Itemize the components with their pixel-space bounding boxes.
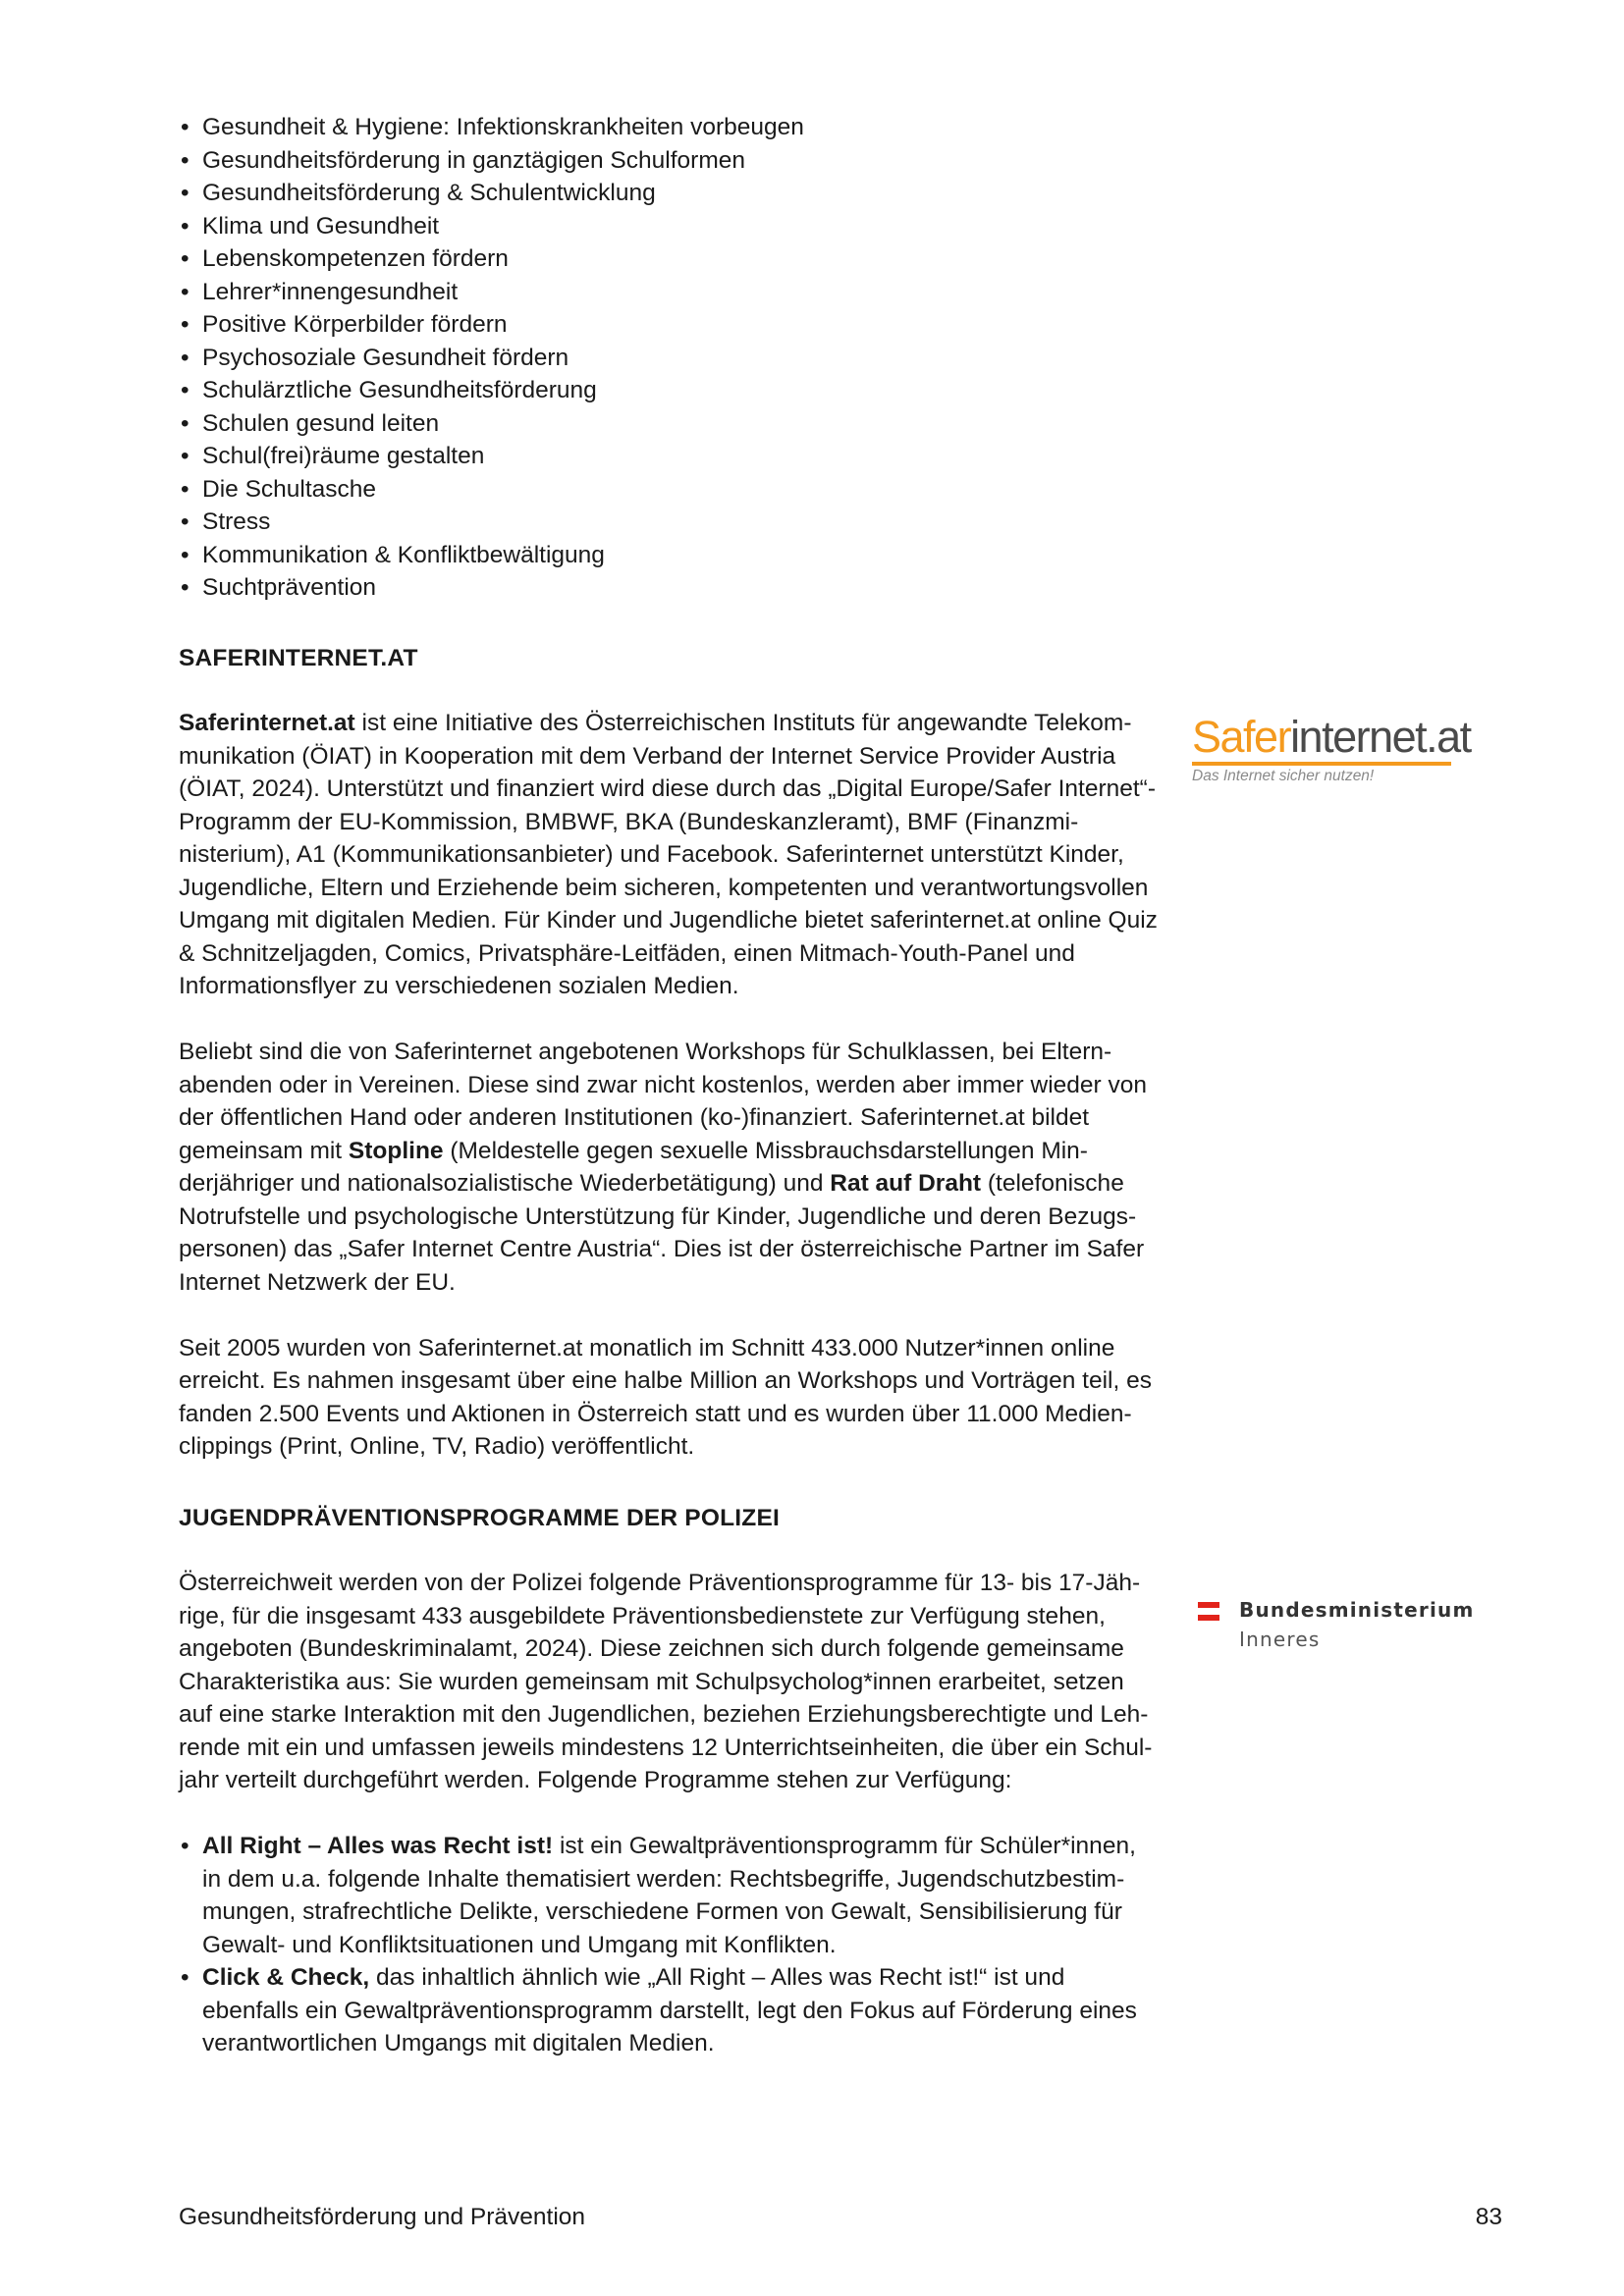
list-item: • Positive Körperbilder fördern xyxy=(179,308,1161,342)
program-list xyxy=(179,1830,1161,2060)
saferinternet-name: Saferinternet.at xyxy=(179,710,355,736)
list-item: • Suchtprävention xyxy=(179,571,1161,605)
list-item: • Lebenskompetenzen fördern xyxy=(179,242,1161,276)
section-heading-polizei: JUGENDPRÄVENTIONSPROGRAMME DER POLIZEI xyxy=(179,1504,780,1531)
logo-underline xyxy=(1192,762,1451,766)
list-item: • Gesundheitsförderung & Schulentwicklung xyxy=(179,177,1161,210)
list-item: • Schulen gesund leiten xyxy=(179,407,1161,441)
list-item: • Kommunikation & Konfliktbewältigung xyxy=(179,539,1161,572)
logo-tagline: Das Internet sicher nutzen! xyxy=(1192,768,1375,784)
list-item: • Psychosoziale Gesundheit fördern xyxy=(179,342,1161,375)
topic-list xyxy=(179,111,1161,605)
section-heading-saferinternet: SAFERINTERNET.AT xyxy=(179,644,418,671)
polizei-paragraph-1: Österreichweit werden von der Polizei folgende Präventionsprogramme für 13- bis 17-Jährige, für die insgesamt 433 ausgebildete Präventionsbedienstete zur Verfügung stehen, angeboten (Bundeskriminalamt, 2024). Diese zeichnen sich durch folgende gemeinsame Charakteristika aus: Sie wurden gemeinsam mit Schulpsycholog*innen erarbeitet, setzen auf eine starke Interaktion mit den Jugendlichen, beziehen Erziehungsberechtigte und Lehrende mit ein und umfassen jeweils mindestens 12 Unterrichtseinheiten, die über ein Schuljahr verteilt durchgeführt werden. Folgende Programme stehen zur Verfügung: xyxy=(179,1570,1153,1793)
page-number: 83 xyxy=(1475,2204,1502,2230)
list-item: • Klima und Gesundheit xyxy=(179,210,1161,243)
austria-flag-icon xyxy=(1198,1602,1219,1622)
program-title: All Right – Alles was Recht ist! xyxy=(202,1833,554,1859)
saferinternet-logo: Saferinternet.at Das Internet sicher nutzen! xyxy=(1192,712,1471,784)
stopline-name: Stopline xyxy=(348,1137,444,1164)
list-item: • Die Schultasche xyxy=(179,473,1161,507)
saferinternet-paragraph-1: Saferinternet.at ist eine Initiative des Österreichischen Instituts für angewandte Telekommunikation (ÖIAT) in Kooperation mit dem Verband der Internet Service Provider Austria (ÖIAT, 2024). Unterstützt und finanziert wird diese durch das „Digital Europe/Safer Internet“-Programm der EU-Kommission, BMBWF, BKA (Bundeskanzleramt), BMF (Finanzministerium), A1 (Kommunikationsanbieter) und Facebook. Saferinternet unterstützt Kinder, Jugendliche, Eltern und Erziehende beim sicheren, kompetenten und verantwortungsvollen Umgang mit digitalen Medien. Für Kinder und Jugendliche bietet saferinternet.at online Quiz & Schnitzeljagden, Comics, Privatsphäre-Leitfäden, einen Mitmach-Youth-Panel und Informationsflyer zu verschiedenen sozialen Medien. xyxy=(179,710,1158,999)
list-item: • Schul(frei)räume gestalten xyxy=(179,440,1161,473)
program-title: Click & Check, xyxy=(202,1964,370,1991)
bmi-logo-line-1: Bundesministerium xyxy=(1239,1598,1475,1622)
rat-auf-draht-name: Rat auf Draht xyxy=(830,1170,982,1197)
list-item: • Click & Check, das inhaltlich ähnlich wie „All Right – Alles was Recht ist!“ ist und ebenfalls ein Gewaltpräventionsprogramm darstellt, legt den Fokus auf Förderung eines verantwortlichen Umgangs mit digitalen Medien. xyxy=(179,1961,1161,2060)
list-item: • Gesundheitsförderung in ganztägigen Schulformen xyxy=(179,144,1161,178)
list-item: • All Right – Alles was Recht ist! ist ein Gewaltpräventionsprogramm für Schüler*innen, in dem u.a. folgende Inhalte thematisiert werden: Rechtsbegriffe, Jugendschutzbestimmungen, strafrechtliche Delikte, verschiedene Formen von Gewalt, Sensibilisierung für Gewalt- und Konfliktsituationen und Umgang mit Konflikten. xyxy=(179,1830,1161,1961)
list-item: • Stress xyxy=(179,506,1161,539)
bmi-logo xyxy=(1198,1596,1473,1655)
saferinternet-paragraph-3: Seit 2005 wurden von Saferinternet.at monatlich im Schnitt 433.000 Nutzer*innen online erreicht. Es nahmen insgesamt über eine halbe Million an Workshops und Vorträgen teil, es fanden 2.500 Events und Aktionen in Österreich statt und es wurden über 11.000 Medienclippings (Print, Online, TV, Radio) veröffentlicht. xyxy=(179,1334,1152,1460)
bmi-logo-line-2: Inneres xyxy=(1239,1628,1321,1651)
footer-title: Gesundheitsförderung und Prävention xyxy=(179,2204,586,2230)
saferinternet-paragraph-2: Beliebt sind die von Saferinternet angebotenen Workshops für Schulklassen, bei Elternabenden oder in Vereinen. Diese sind zwar nicht kostenlos, werden aber immer wieder von der öffentlichen Hand oder anderen Institutionen (ko-)finanziert. Saferinternet.at bildet gemeinsam mit Stopline (Meldestelle gegen sexuelle Missbrauchsdarstellungen Minderjähriger und nationalsozialistische Wiederbetätigung) und Rat auf Draht (telefonische Notrufstelle und psychologische Unterstützung für Kinder, Jugendliche und deren Bezugspersonen) das „Safer Internet Centre Austria“. Dies ist der österreichische Partner im Safer Internet Netzwerk der EU. xyxy=(179,1039,1147,1296)
list-item: • Gesundheit & Hygiene: Infektionskrankheiten vorbeugen xyxy=(179,111,1161,144)
main-content xyxy=(179,111,1161,2060)
list-item: • Schulärztliche Gesundheitsförderung xyxy=(179,374,1161,407)
list-item: • Lehrer*innengesundheit xyxy=(179,276,1161,309)
